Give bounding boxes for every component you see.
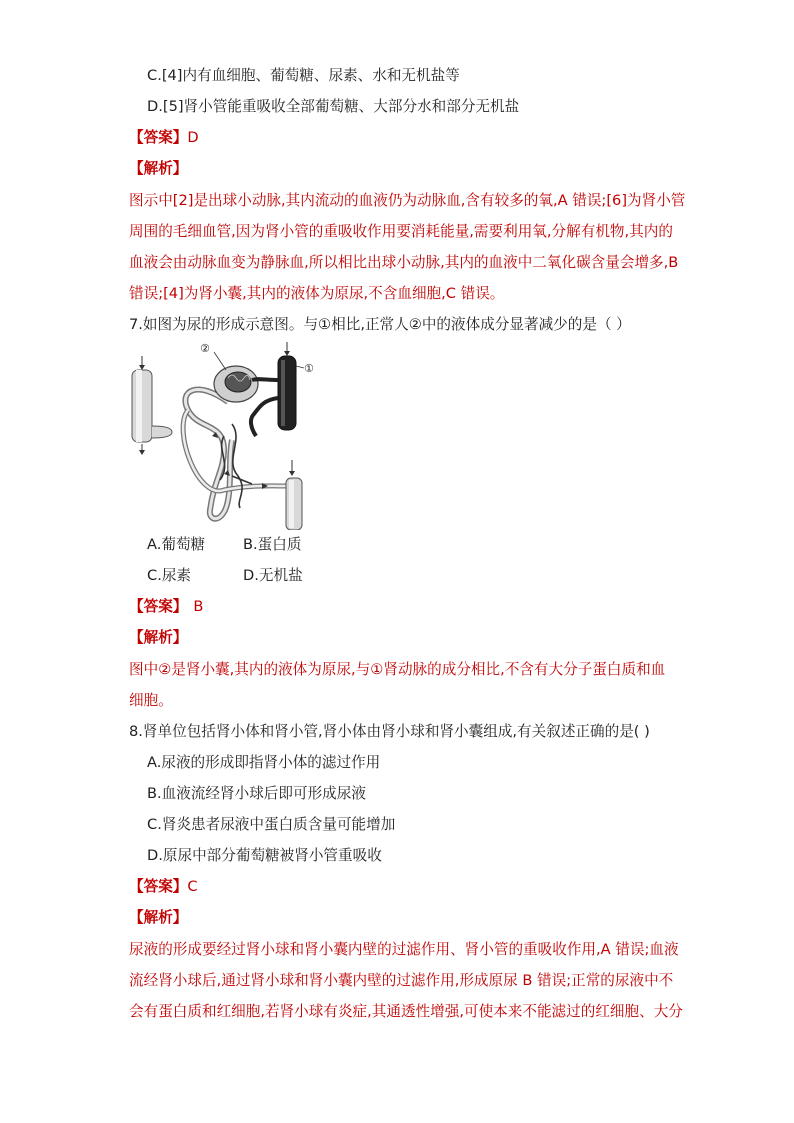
figure-label-1: ① xyxy=(304,362,314,375)
q6-option-c: C.[4]内有血细胞、葡萄糖、尿素、水和无机盐等 xyxy=(147,67,460,84)
q7-option-a: A.葡萄糖 xyxy=(147,536,206,553)
q8-analysis-line-1: 尿液的形成要经过肾小球和肾小囊内壁的过滤作用、肾小管的重吸收作用,A 错误;血液 xyxy=(129,941,679,958)
q6-analysis-label: 【解析】 xyxy=(129,160,188,177)
q6-option-d: D.[5]肾小管能重吸收全部葡萄糖、大部分水和部分无机盐 xyxy=(147,98,520,115)
right-vessel xyxy=(286,460,302,530)
q8-option-d: D.原尿中部分葡萄糖被肾小管重吸收 xyxy=(147,847,382,864)
q7-option-d: D.无机盐 xyxy=(243,567,303,584)
q7-option-c: C.尿素 xyxy=(147,567,192,584)
urine-formation-diagram xyxy=(128,340,328,530)
label-2-leader xyxy=(214,352,226,370)
q6-analysis-line-1: 图示中[2]是出球小动脉,其内流动的血液仍为动脉血,含有较多的氧,A 错误;[6]为肾小管 xyxy=(129,192,686,209)
q6-answer xyxy=(129,128,199,148)
renal-artery-vessel xyxy=(251,342,304,436)
q8-option-a: A.尿液的形成即指肾小体的滤过作用 xyxy=(147,754,381,771)
q7-answer xyxy=(129,597,203,617)
q8-answer xyxy=(129,877,198,897)
capillary-network xyxy=(220,424,252,508)
q8-stem: 8.肾单位包括肾小体和肾小管,肾小体由肾小球和肾小囊组成,有关叙述正确的是( ) xyxy=(129,723,650,740)
q6-analysis-line-4: 错误;[4]为肾小囊,其内的液体为原尿,不含血细胞,C 错误。 xyxy=(129,285,505,302)
q7-option-b: B.蛋白质 xyxy=(243,536,302,553)
q8-analysis-line-3: 会有蛋白质和红细胞,若肾小球有炎症,其通透性增强,可使本来不能滤过的红细胞、大分 xyxy=(129,1003,683,1020)
figure-label-2: ② xyxy=(200,342,210,355)
q8-option-c: C.肾炎患者尿液中蛋白质含量可能增加 xyxy=(147,816,396,833)
q7-stem: 7.如图为尿的形成示意图。与①相比,正常人②中的液体成分显著减少的是（ ） xyxy=(129,316,631,333)
answer-value: D xyxy=(187,129,199,146)
q6-analysis-line-2: 周围的毛细血管,因为肾小管的重吸收作用要消耗能量,需要利用氧,分解有机物,其内的 xyxy=(129,223,673,240)
q7-analysis-label: 【解析】 xyxy=(129,629,188,646)
q6-analysis-line-3: 血液会由动脉血变为静脉血,所以相比出球小动脉,其内的血液中二氧化碳含量会增多,B xyxy=(129,254,679,271)
q8-option-b: B.血液流经肾小球后即可形成尿液 xyxy=(147,785,366,802)
answer-label: 【答案】 xyxy=(129,878,188,895)
answer-value: B xyxy=(193,598,204,615)
glomerulus-capsule xyxy=(214,366,258,402)
q7-analysis-line-1: 图中②是肾小囊,其内的液体为原尿,与①肾动脉的成分相比,不含有大分子蛋白质和血 xyxy=(129,661,666,678)
q8-analysis-label: 【解析】 xyxy=(129,909,188,926)
left-vessel xyxy=(132,356,172,455)
q7-analysis-line-2: 细胞。 xyxy=(129,692,173,709)
q8-analysis-line-2: 流经肾小球后,通过肾小球和肾小囊内壁的过滤作用,形成原尿 B 错误;正常的尿液中不 xyxy=(129,972,674,989)
answer-label: 【答案】 xyxy=(129,598,188,615)
renal-tubule xyxy=(183,390,288,519)
answer-label: 【答案】 xyxy=(129,129,188,146)
answer-value: C xyxy=(187,878,198,895)
